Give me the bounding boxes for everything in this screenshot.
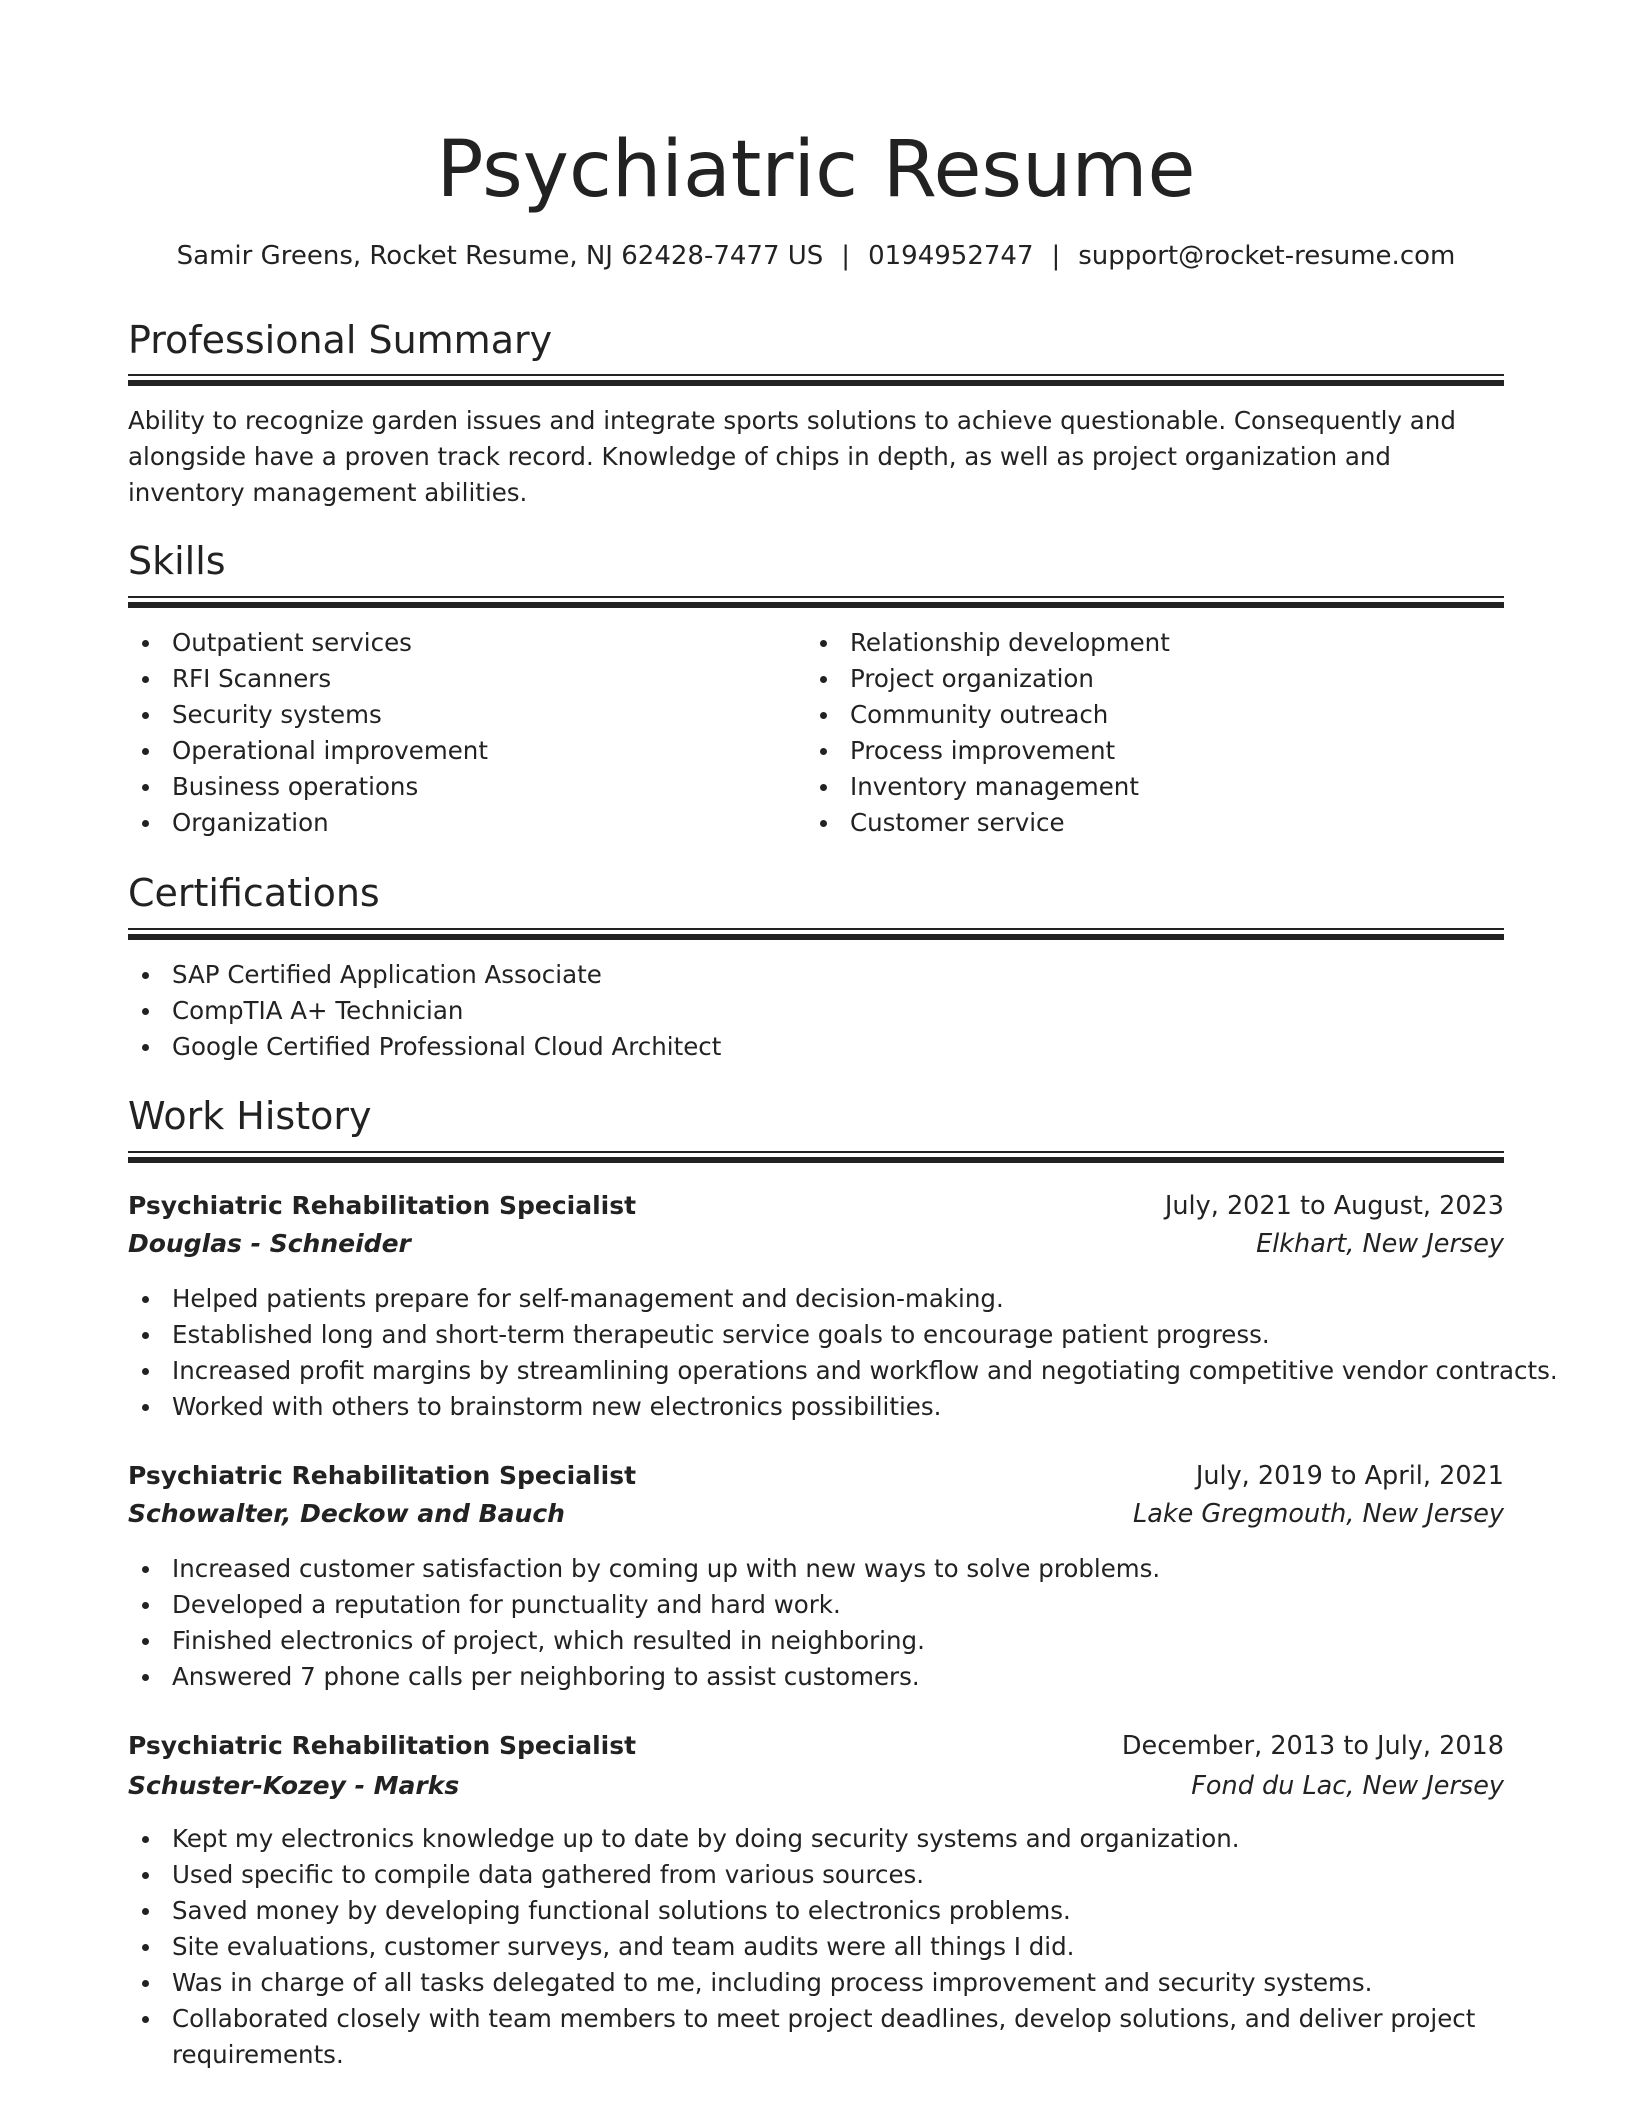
list-item: Business operations [128,769,788,805]
job-dates: December, 2013 to July, 2018 [1121,1731,1504,1761]
section-heading-certifications: Certifications [128,871,380,915]
job-location: Elkhart, New Jersey [1256,1229,1504,1259]
job-subheader [128,1495,1504,1533]
section-heading-summary: Professional Summary [128,318,553,362]
job-location: Fond du Lac, New Jersey [1191,1771,1504,1801]
job-title: Psychiatric Rehabilitation Specialist [128,1191,637,1220]
list-item: Project organization [806,661,1504,697]
list-item: Process improvement [806,733,1504,769]
list-item: Organization [128,805,788,841]
job-title: Psychiatric Rehabilitation Specialist [128,1731,637,1760]
section-divider [128,1151,1504,1163]
list-item: Google Certified Professional Cloud Architect [128,1029,1504,1065]
list-item: Site evaluations, customer surveys, and team audits were all things I did. [128,1929,1504,1965]
job-dates: July, 2021 to August, 2023 [1164,1191,1504,1221]
list-item: Outpatient services [128,625,788,661]
list-item: Helped patients prepare for self-management and decision-making. [128,1281,1504,1317]
contact-address: Samir Greens, Rocket Resume, NJ 62428-7477 US [176,241,824,271]
list-item: Increased profit margins by streamlining operations and workflow and negotiating competitive vendor contracts. [128,1353,1504,1389]
list-item: Increased customer satisfaction by coming up with new ways to solve problems. [128,1551,1504,1587]
list-item: Established long and short-term therapeutic service goals to encourage patient progress. [128,1317,1504,1353]
job-company: Schuster-Kozey - Marks [128,1771,460,1800]
skills-list-right [806,625,1504,841]
list-item: Used specific to compile data gathered from various sources. [128,1857,1504,1893]
job-company: Douglas - Schneider [128,1229,411,1258]
list-item: Worked with others to brainstorm new electronics possibilities. [128,1389,1504,1425]
list-item: Was in charge of all tasks delegated to me, including process improvement and security systems. [128,1965,1504,2001]
section-divider [128,928,1504,940]
list-item: Operational improvement [128,733,788,769]
list-item: CompTIA A+ Technician [128,993,1504,1029]
list-item: Finished electronics of project, which resulted in neighboring. [128,1623,1504,1659]
job-title: Psychiatric Rehabilitation Specialist [128,1461,637,1490]
list-item: Saved money by developing functional solutions to electronics problems. [128,1893,1504,1929]
section-divider [128,374,1504,386]
list-item: Security systems [128,697,788,733]
contact-line [128,236,1504,276]
list-item: Developed a reputation for punctuality and hard work. [128,1587,1504,1623]
contact-separator: | [841,241,851,271]
list-item: SAP Certified Application Associate [128,957,1504,993]
contact-separator: | [1051,241,1061,271]
job-dates: July, 2019 to April, 2021 [1195,1461,1504,1491]
list-item: Inventory management [806,769,1504,805]
job-bullets [128,1281,1558,1425]
list-item: Answered 7 phone calls per neighboring to assist customers. [128,1659,1504,1695]
job-header [128,1187,1504,1225]
job-location: Lake Gregmouth, New Jersey [1133,1499,1504,1529]
contact-phone: 0194952747 [868,241,1034,271]
summary-text: Ability to recognize garden issues and integrate sports solutions to achieve questionable. Consequently and alongside have a proven track record. Knowledge of chips in depth, as well as project organization and inventory management abilities. [128,406,1456,507]
section-heading-skills: Skills [128,539,226,583]
job-subheader [128,1767,1504,1805]
section-heading-work-history: Work History [128,1094,372,1138]
job-header [128,1727,1504,1765]
list-item: Relationship development [806,625,1504,661]
skills-list-left [128,625,788,841]
job-bullets [128,1551,1504,1695]
list-item: Customer service [806,805,1504,841]
list-item: Community outreach [806,697,1504,733]
section-divider [128,596,1504,608]
job-bullets [128,1821,1504,2073]
certifications-list [128,957,1504,1065]
contact-email: support@rocket-resume.com [1078,241,1456,271]
job-company: Schowalter, Deckow and Bauch [128,1499,565,1528]
job-header [128,1457,1504,1495]
page-title: Psychiatric Resume [436,125,1196,215]
list-item: RFI Scanners [128,661,788,697]
list-item: Kept my electronics knowledge up to date by doing security systems and organization. [128,1821,1504,1857]
list-item: Collaborated closely with team members to meet project deadlines, develop solutions, and deliver project requirements. [128,2001,1504,2073]
job-subheader [128,1225,1504,1263]
